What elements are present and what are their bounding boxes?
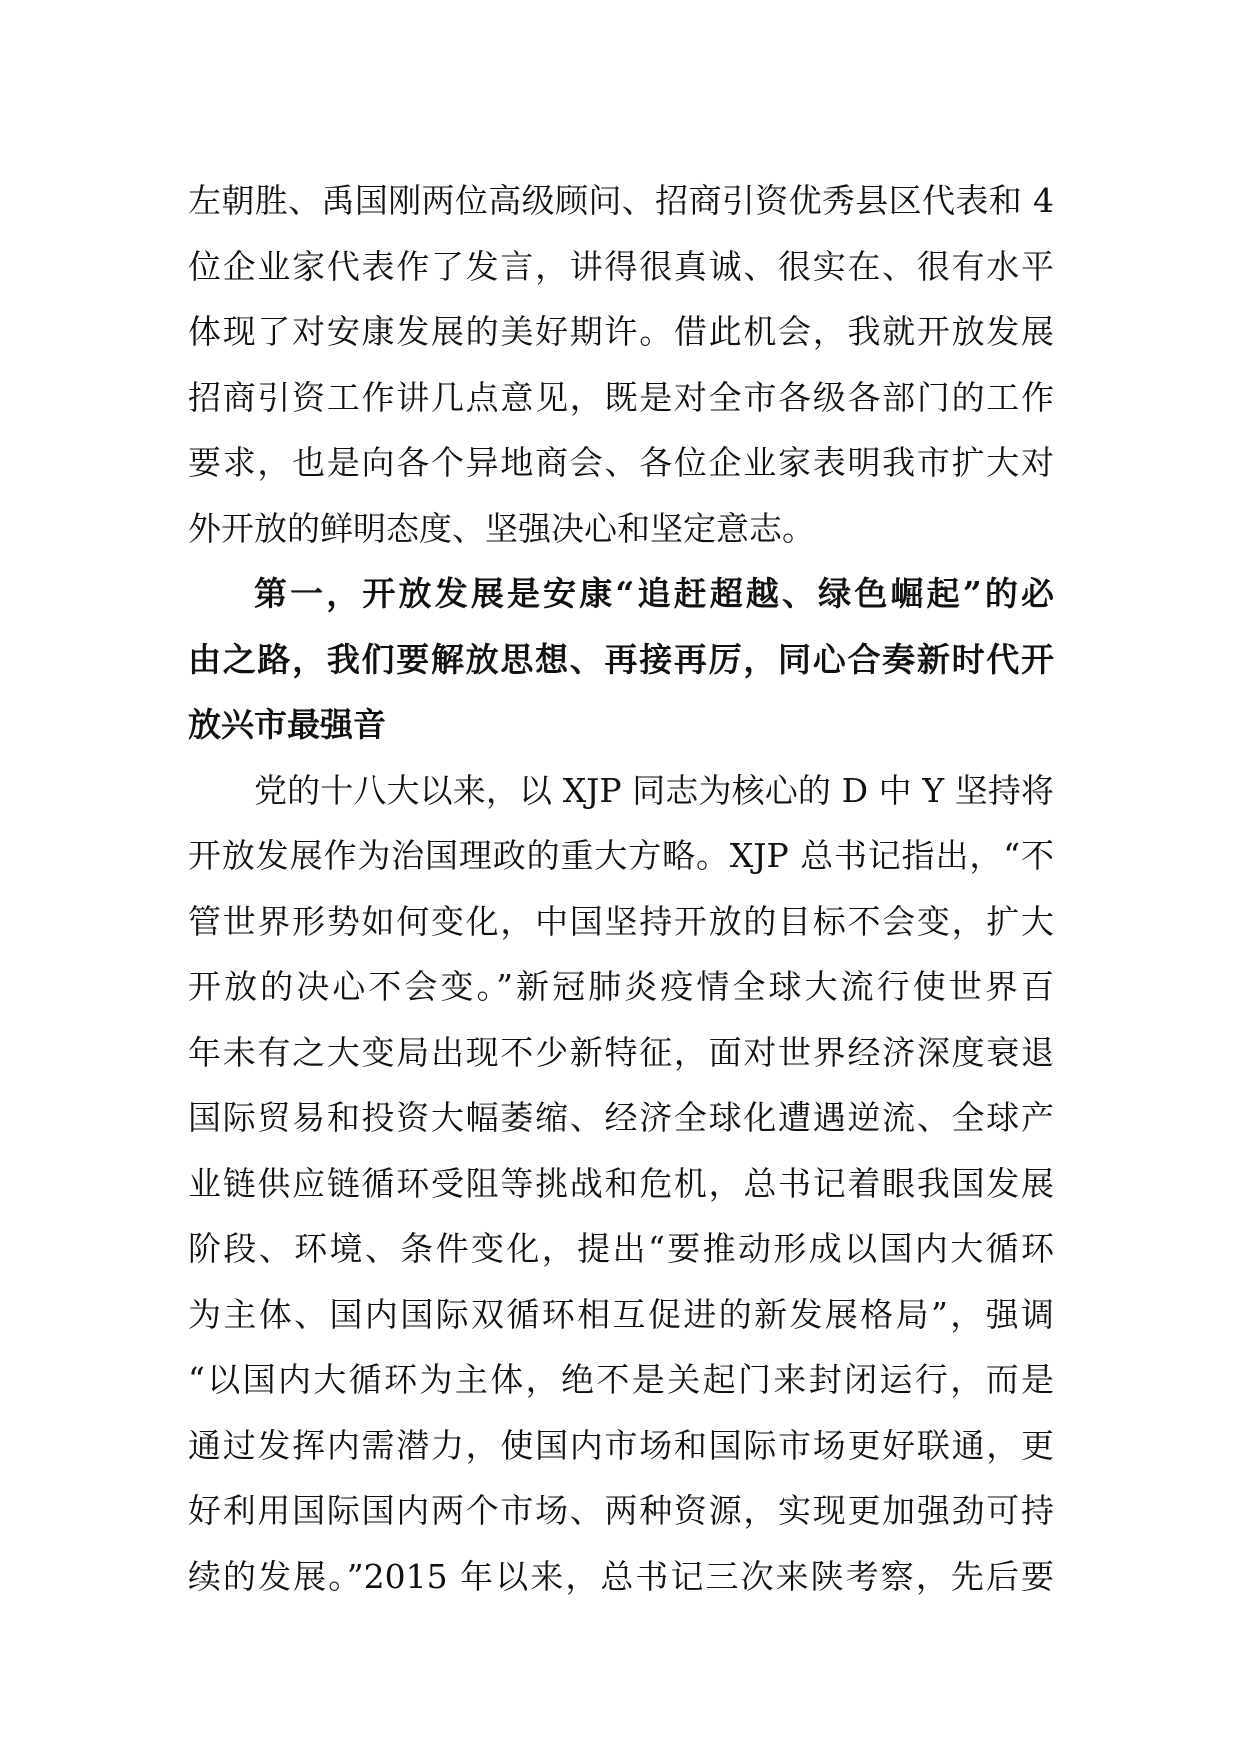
paragraph-body bbox=[188, 758, 1054, 1610]
text-line: 通过发挥内需潜力，使国内市场和国际市场更好联通，更 bbox=[188, 1425, 1054, 1465]
text-line: 党的十八大以来，以 XJP 同志为核心的 D 中 Y 坚持将 bbox=[254, 770, 1054, 810]
text-line: 体现了对安康发展的美好期许。借此机会，我就开放发展 bbox=[188, 312, 1054, 351]
text-line: 左朝胜、禹国刚两位高级顾问、招商引资优秀县区代表和 4 bbox=[188, 181, 1054, 220]
text-line: 要求，也是向各个异地商会、各位企业家表明我市扩大对 bbox=[188, 443, 1054, 482]
section-heading-first bbox=[188, 561, 1054, 758]
text-line: 位企业家代表作了发言，讲得很真诚、很实在、很有水平 bbox=[188, 246, 1054, 286]
text-line: 年未有之大变局出现不少新特征，面对世界经济深度衰退 bbox=[188, 1032, 1054, 1072]
text-line: 为主体、国内国际双循环相互促进的新发展格局”，强调 bbox=[188, 1294, 1054, 1334]
text-line: 招商引资工作讲几点意见，既是对全市各级各部门的工作 bbox=[188, 377, 1054, 417]
text-line: 外开放的鲜明态度、坚强决心和坚定意志。 bbox=[188, 508, 815, 548]
text-line: 阶段、环境、条件变化，提出“要推动形成以国内大循环 bbox=[188, 1229, 1054, 1268]
heading-line: 由之路，我们要解放思想、再接再厉，同心合奏新时代开 bbox=[188, 639, 1054, 679]
text-line: 管世界形势如何变化，中国坚持开放的目标不会变，扩大 bbox=[188, 901, 1054, 941]
text-line: 开放发展作为治国理政的重大方略。XJP 总书记指出，“不 bbox=[188, 836, 1054, 875]
text-line: 业链供应链循环受阻等挑战和危机，总书记着眼我国发展 bbox=[188, 1163, 1054, 1203]
text-line: 好利用国际国内两个市场、两种资源，实现更加强劲可持 bbox=[188, 1491, 1054, 1530]
heading-line: 放兴市最强音 bbox=[188, 705, 386, 744]
heading-line: 第一，开放发展是安康“追赶超越、绿色崛起”的必 bbox=[254, 574, 1054, 613]
text-line: 开放的决心不会变。”新冠肺炎疫情全球大流行使世界百 bbox=[188, 967, 1054, 1006]
text-line: 续的发展。”2015 年以来，总书记三次来陕考察，先后要 bbox=[188, 1556, 1054, 1596]
text-line: “以国内大循环为主体，绝不是关起门来封闭运行，而是 bbox=[188, 1360, 1054, 1399]
text-line: 国际贸易和投资大幅萎缩、经济全球化遭遇逆流、全球产 bbox=[188, 1098, 1054, 1137]
paragraph-intro bbox=[188, 168, 1054, 561]
document-body bbox=[188, 168, 1054, 1609]
